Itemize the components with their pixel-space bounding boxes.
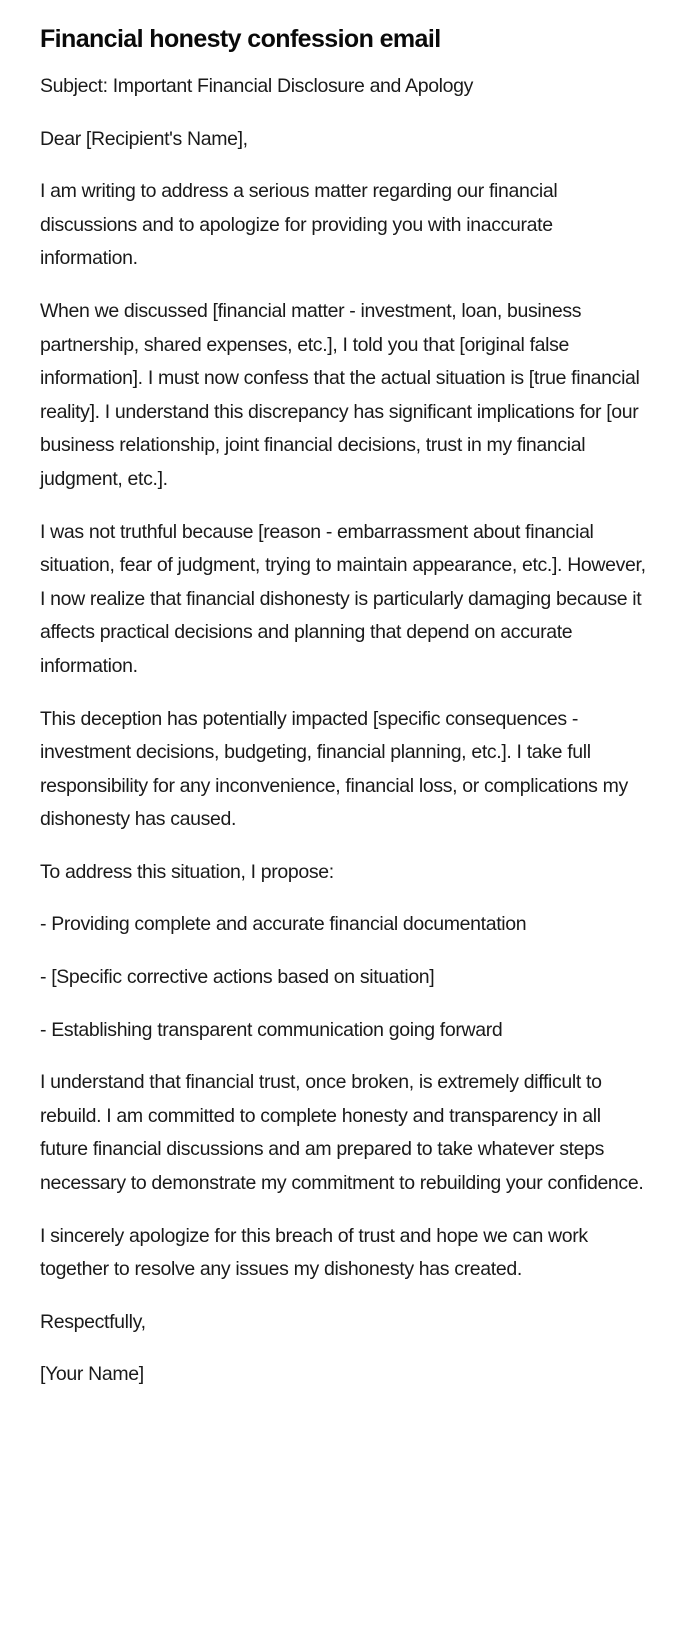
paragraph-reason: I was not truthful because [reason - embarrassment about financial situation, fear of judgment, trying to maintain appearance, etc.]. However, I now realize that financial dishonesty is particularly damaging because it affects practical decisions and planning that depend on accurate information. [40, 520, 646, 677]
paragraph-disclosure: When we discussed [financial matter - investment, loan, business partnership, shared expenses, etc.], I told you that [original false information]. I must now confess that the actual situation is [true financial reality]. I understand this discrepancy has significant implications for [our business relationship, joint financial decisions, trust in my financial judgment, etc.]. [40, 299, 640, 490]
proposal-item: - [Specific corrective actions based on situation] [40, 966, 435, 989]
paragraph-proposal-intro: To address this situation, I propose: [40, 860, 334, 883]
paragraph-apology: I sincerely apologize for this breach of trust and hope we can work together to resolve any issues my dishonesty has created. [40, 1224, 588, 1281]
document-title: Financial honesty confession email [40, 25, 441, 53]
proposal-list [40, 908, 650, 1047]
paragraph-introduction: I am writing to address a serious matter regarding our financial discussions and to apologize for providing you with inaccurate information. [40, 180, 558, 270]
email-greeting: Dear [Recipient's Name], [40, 127, 248, 150]
email-subject-line: Subject: Important Financial Disclosure and Apology [40, 75, 474, 97]
proposal-item: - Establishing transparent communication going forward [40, 1018, 503, 1041]
paragraph-consequences: This deception has potentially impacted [specific consequences - investment decisions, budgeting, financial planning, etc.]. I take full responsibility for any inconvenience, financial loss, or complications my dishonesty has caused. [40, 707, 628, 831]
paragraph-commitment: I understand that financial trust, once broken, is extremely difficult to rebuild. I am committed to complete honesty and transparency in all future financial discussions and am prepared to take whatever steps necessary to demonstrate my commitment to rebuilding your confidence. [40, 1071, 644, 1195]
email-sign-off: Respectfully, [40, 1310, 146, 1333]
email-signature: [Your Name] [40, 1363, 144, 1386]
proposal-item: - Providing complete and accurate financial documentation [40, 913, 527, 936]
